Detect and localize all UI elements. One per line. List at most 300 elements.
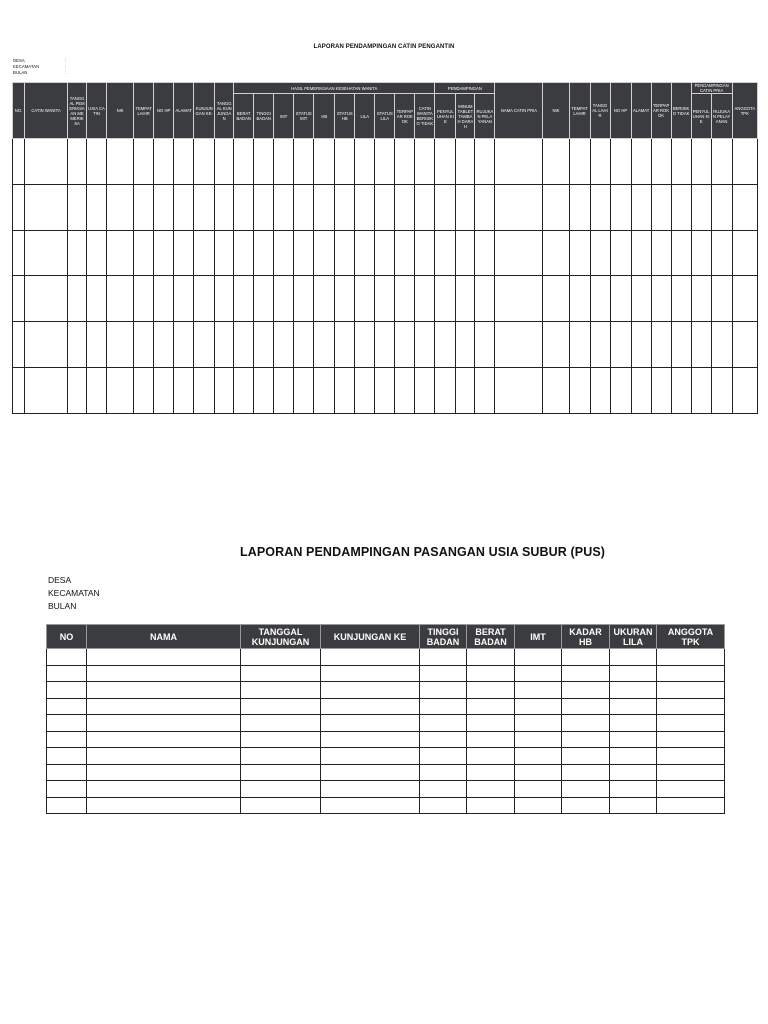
table-row bbox=[47, 748, 725, 765]
empty-cell bbox=[631, 367, 651, 413]
empty-cell bbox=[610, 230, 631, 276]
empty-cell bbox=[562, 748, 610, 765]
empty-cell bbox=[294, 322, 314, 368]
empty-cell bbox=[415, 184, 435, 230]
empty-cell bbox=[495, 139, 543, 185]
empty-cell bbox=[314, 322, 335, 368]
empty-cell bbox=[515, 682, 562, 699]
empty-cell bbox=[631, 184, 651, 230]
empty-cell bbox=[47, 764, 87, 781]
empty-cell bbox=[335, 230, 355, 276]
empty-cell bbox=[321, 649, 420, 666]
empty-cell bbox=[610, 797, 657, 814]
empty-cell bbox=[495, 184, 543, 230]
empty-cell bbox=[691, 184, 711, 230]
empty-cell bbox=[610, 748, 657, 765]
empty-cell bbox=[610, 276, 631, 322]
empty-cell bbox=[375, 139, 395, 185]
empty-cell bbox=[254, 184, 274, 230]
empty-cell bbox=[495, 230, 543, 276]
empty-cell bbox=[154, 230, 174, 276]
empty-cell bbox=[395, 139, 415, 185]
empty-cell bbox=[657, 698, 725, 715]
empty-cell bbox=[13, 367, 25, 413]
empty-cell bbox=[25, 230, 68, 276]
empty-cell bbox=[107, 139, 134, 185]
empty-cell bbox=[254, 322, 274, 368]
empty-cell bbox=[241, 698, 321, 715]
empty-cell bbox=[420, 682, 467, 699]
empty-cell bbox=[321, 731, 420, 748]
empty-cell bbox=[610, 367, 631, 413]
empty-cell bbox=[335, 184, 355, 230]
empty-cell bbox=[671, 322, 691, 368]
col-rujukan-pelayanan-pria: RUJUKAN PELAYANAN bbox=[711, 94, 732, 139]
empty-cell bbox=[68, 367, 87, 413]
empty-cell bbox=[241, 649, 321, 666]
empty-cell bbox=[671, 367, 691, 413]
empty-cell bbox=[691, 276, 711, 322]
empty-cell bbox=[321, 748, 420, 765]
empty-cell bbox=[475, 322, 495, 368]
empty-cell bbox=[543, 276, 569, 322]
empty-cell bbox=[274, 230, 294, 276]
col-usia-catin: USIA CATIN bbox=[87, 83, 107, 139]
empty-cell bbox=[657, 781, 725, 798]
empty-cell bbox=[375, 276, 395, 322]
empty-cell bbox=[657, 731, 725, 748]
col-berat-badan: BERAT BADAN bbox=[234, 94, 254, 139]
empty-cell bbox=[314, 139, 335, 185]
empty-cell bbox=[415, 367, 435, 413]
col-alamat: ALAMAT bbox=[174, 83, 194, 139]
empty-cell bbox=[241, 764, 321, 781]
table-row bbox=[47, 731, 725, 748]
empty-cell bbox=[395, 276, 415, 322]
empty-cell bbox=[657, 715, 725, 732]
empty-cell bbox=[87, 322, 107, 368]
table-row bbox=[47, 682, 725, 699]
empty-cell bbox=[569, 276, 590, 322]
empty-cell bbox=[435, 367, 456, 413]
empty-cell bbox=[651, 184, 671, 230]
empty-cell bbox=[562, 797, 610, 814]
empty-cell bbox=[87, 764, 241, 781]
empty-cell bbox=[420, 715, 467, 732]
empty-cell bbox=[691, 139, 711, 185]
empty-cell bbox=[254, 367, 274, 413]
empty-cell bbox=[671, 139, 691, 185]
empty-cell bbox=[515, 748, 562, 765]
report1-meta bbox=[13, 58, 66, 76]
empty-cell bbox=[420, 698, 467, 715]
empty-cell bbox=[495, 367, 543, 413]
empty-cell bbox=[25, 139, 68, 185]
empty-cell bbox=[87, 682, 241, 699]
empty-cell bbox=[254, 139, 274, 185]
empty-cell bbox=[314, 276, 335, 322]
empty-cell bbox=[543, 230, 569, 276]
col-anggota-tpk: ANGGOTA TPK bbox=[732, 83, 757, 139]
empty-cell bbox=[657, 665, 725, 682]
pus-col-anggota-tpk: ANGGOTA TPK bbox=[657, 625, 725, 649]
empty-cell bbox=[732, 230, 757, 276]
empty-cell bbox=[590, 139, 610, 185]
empty-cell bbox=[475, 184, 495, 230]
empty-cell bbox=[711, 230, 732, 276]
empty-cell bbox=[215, 322, 234, 368]
empty-cell bbox=[456, 276, 475, 322]
col-tanggal-pemeriksaan: TANGGAL PEMERIKSAAN MEMERIKSA bbox=[68, 83, 87, 139]
group-hasil-pemeriksaan: HASIL PEMERIKSAAN KESEHATAN WANITA bbox=[234, 83, 435, 94]
empty-cell bbox=[194, 367, 215, 413]
meta-separator: : bbox=[65, 58, 67, 63]
empty-cell bbox=[87, 698, 241, 715]
col-tanggal-lahir-pria: TANGGAL LAHIR bbox=[590, 83, 610, 139]
pus-col-ukuran-lila: UKURAN LILA bbox=[610, 625, 657, 649]
empty-cell bbox=[25, 322, 68, 368]
col-minum-tablet: MINUM TABLET TAMBAH DARAH bbox=[456, 94, 475, 139]
empty-cell bbox=[194, 322, 215, 368]
pus-col-imt: IMT bbox=[515, 625, 562, 649]
table-row bbox=[13, 276, 758, 322]
empty-cell bbox=[651, 139, 671, 185]
empty-cell bbox=[415, 230, 435, 276]
empty-cell bbox=[475, 276, 495, 322]
empty-cell bbox=[711, 139, 732, 185]
table-row bbox=[13, 230, 758, 276]
col-no-hp: NO HP bbox=[154, 83, 174, 139]
empty-cell bbox=[543, 322, 569, 368]
empty-cell bbox=[515, 764, 562, 781]
empty-cell bbox=[314, 367, 335, 413]
empty-cell bbox=[590, 184, 610, 230]
empty-cell bbox=[47, 682, 87, 699]
pus-col-kunjungan-ke: KUNJUNGAN KE bbox=[321, 625, 420, 649]
meta-separator: : bbox=[65, 64, 67, 69]
table-row bbox=[13, 367, 758, 413]
empty-cell bbox=[671, 184, 691, 230]
empty-cell bbox=[631, 276, 651, 322]
empty-cell bbox=[467, 781, 515, 798]
empty-cell bbox=[154, 322, 174, 368]
empty-cell bbox=[732, 367, 757, 413]
empty-cell bbox=[590, 322, 610, 368]
empty-cell bbox=[174, 230, 194, 276]
empty-cell bbox=[435, 230, 456, 276]
empty-cell bbox=[456, 367, 475, 413]
empty-cell bbox=[562, 715, 610, 732]
empty-cell bbox=[154, 184, 174, 230]
empty-cell bbox=[711, 276, 732, 322]
empty-cell bbox=[134, 230, 154, 276]
empty-cell bbox=[87, 139, 107, 185]
empty-cell bbox=[335, 139, 355, 185]
empty-cell bbox=[515, 731, 562, 748]
empty-cell bbox=[254, 276, 274, 322]
empty-cell bbox=[13, 139, 25, 185]
col-alamat-pria: ALAMAT bbox=[631, 83, 651, 139]
empty-cell bbox=[435, 184, 456, 230]
meta-kecamatan-label: KECAMATAN bbox=[13, 64, 40, 69]
empty-cell bbox=[732, 322, 757, 368]
empty-cell bbox=[569, 230, 590, 276]
empty-cell bbox=[515, 781, 562, 798]
empty-cell bbox=[515, 665, 562, 682]
empty-cell bbox=[562, 665, 610, 682]
empty-cell bbox=[274, 276, 294, 322]
empty-cell bbox=[569, 139, 590, 185]
meta-desa-label: DESA bbox=[13, 58, 25, 63]
empty-cell bbox=[215, 367, 234, 413]
empty-cell bbox=[691, 322, 711, 368]
empty-cell bbox=[314, 230, 335, 276]
empty-cell bbox=[68, 322, 87, 368]
empty-cell bbox=[294, 230, 314, 276]
empty-cell bbox=[87, 367, 107, 413]
empty-cell bbox=[562, 731, 610, 748]
empty-cell bbox=[495, 276, 543, 322]
table-row bbox=[47, 715, 725, 732]
empty-cell bbox=[415, 276, 435, 322]
empty-cell bbox=[134, 322, 154, 368]
empty-cell bbox=[321, 797, 420, 814]
col-rujukan-pelayanan: RUJUKAN PELAYANAN bbox=[475, 94, 495, 139]
empty-cell bbox=[87, 230, 107, 276]
empty-cell bbox=[241, 682, 321, 699]
empty-cell bbox=[569, 367, 590, 413]
empty-cell bbox=[355, 139, 375, 185]
empty-cell bbox=[13, 184, 25, 230]
table-row bbox=[47, 649, 725, 666]
empty-cell bbox=[234, 230, 254, 276]
col-tempat-lahir: TEMPAT LAHIR bbox=[134, 83, 154, 139]
empty-cell bbox=[467, 698, 515, 715]
empty-cell bbox=[711, 322, 732, 368]
empty-cell bbox=[671, 276, 691, 322]
empty-cell bbox=[420, 764, 467, 781]
empty-cell bbox=[294, 139, 314, 185]
empty-cell bbox=[657, 797, 725, 814]
empty-cell bbox=[47, 748, 87, 765]
empty-cell bbox=[467, 731, 515, 748]
empty-cell bbox=[25, 276, 68, 322]
report2-meta bbox=[48, 574, 100, 613]
empty-cell bbox=[515, 715, 562, 732]
empty-cell bbox=[174, 276, 194, 322]
empty-cell bbox=[543, 184, 569, 230]
empty-cell bbox=[25, 367, 68, 413]
col-lila: LILA bbox=[355, 94, 375, 139]
empty-cell bbox=[215, 184, 234, 230]
empty-cell bbox=[215, 230, 234, 276]
empty-cell bbox=[711, 184, 732, 230]
empty-cell bbox=[543, 139, 569, 185]
empty-cell bbox=[47, 665, 87, 682]
table-row bbox=[13, 322, 758, 368]
empty-cell bbox=[590, 367, 610, 413]
empty-cell bbox=[395, 184, 415, 230]
catin-report-table bbox=[12, 82, 758, 414]
meta-desa-label: DESA bbox=[48, 575, 72, 585]
empty-cell bbox=[321, 665, 420, 682]
empty-cell bbox=[610, 781, 657, 798]
empty-cell bbox=[543, 367, 569, 413]
col-catin-berisiko: CATIN WANITA BERISIKO TIDAK bbox=[415, 94, 435, 139]
pus-col-no: NO bbox=[47, 625, 87, 649]
empty-cell bbox=[321, 715, 420, 732]
empty-cell bbox=[456, 184, 475, 230]
empty-cell bbox=[475, 139, 495, 185]
empty-cell bbox=[254, 230, 274, 276]
empty-cell bbox=[274, 322, 294, 368]
empty-cell bbox=[241, 797, 321, 814]
group-pendampingan: PENDAMPINGAN bbox=[435, 83, 495, 94]
empty-cell bbox=[631, 139, 651, 185]
pus-col-tinggi-badan: TINGGI BADAN bbox=[420, 625, 467, 649]
empty-cell bbox=[87, 649, 241, 666]
empty-cell bbox=[314, 184, 335, 230]
empty-cell bbox=[274, 184, 294, 230]
empty-cell bbox=[241, 665, 321, 682]
empty-cell bbox=[355, 276, 375, 322]
pus-col-berat-badan: BERAT BADAN bbox=[467, 625, 515, 649]
empty-cell bbox=[562, 781, 610, 798]
pus-col-tanggal-kunjungan: TANGGAL KUNJUNGAN bbox=[241, 625, 321, 649]
col-hb: HB bbox=[314, 94, 335, 139]
meta-bulan-label: BULAN bbox=[13, 70, 28, 75]
empty-cell bbox=[657, 748, 725, 765]
empty-cell bbox=[569, 322, 590, 368]
meta-separator: : bbox=[65, 70, 67, 75]
empty-cell bbox=[241, 781, 321, 798]
empty-cell bbox=[241, 731, 321, 748]
empty-cell bbox=[495, 322, 543, 368]
empty-cell bbox=[335, 322, 355, 368]
table-row bbox=[47, 781, 725, 798]
empty-cell bbox=[68, 276, 87, 322]
empty-cell bbox=[134, 367, 154, 413]
empty-cell bbox=[515, 797, 562, 814]
empty-cell bbox=[657, 649, 725, 666]
empty-cell bbox=[87, 276, 107, 322]
empty-cell bbox=[355, 367, 375, 413]
meta-kecamatan-label: KECAMATAN bbox=[48, 588, 100, 598]
empty-cell bbox=[435, 322, 456, 368]
empty-cell bbox=[651, 276, 671, 322]
empty-cell bbox=[395, 367, 415, 413]
col-status-imt: STATUS IMT bbox=[294, 94, 314, 139]
empty-cell bbox=[194, 230, 215, 276]
col-imt: IMT bbox=[274, 94, 294, 139]
empty-cell bbox=[321, 764, 420, 781]
col-nik-pria: NIK bbox=[543, 83, 569, 139]
empty-cell bbox=[47, 698, 87, 715]
report1-title: LAPORAN PENDAMPINGAN CATIN PENGANTIN bbox=[313, 44, 455, 50]
empty-cell bbox=[234, 367, 254, 413]
empty-cell bbox=[395, 322, 415, 368]
col-status-hb: STATUS HB bbox=[335, 94, 355, 139]
empty-cell bbox=[194, 276, 215, 322]
empty-cell bbox=[415, 322, 435, 368]
table-row bbox=[47, 665, 725, 682]
empty-cell bbox=[732, 184, 757, 230]
empty-cell bbox=[134, 139, 154, 185]
empty-cell bbox=[651, 230, 671, 276]
empty-cell bbox=[631, 230, 651, 276]
empty-cell bbox=[87, 731, 241, 748]
empty-cell bbox=[467, 665, 515, 682]
empty-cell bbox=[420, 665, 467, 682]
col-kunjungan-ke: KUNJUNGAN KE- bbox=[194, 83, 215, 139]
empty-cell bbox=[467, 649, 515, 666]
empty-cell bbox=[294, 367, 314, 413]
empty-cell bbox=[420, 649, 467, 666]
empty-cell bbox=[456, 230, 475, 276]
empty-cell bbox=[321, 781, 420, 798]
empty-cell bbox=[375, 367, 395, 413]
empty-cell bbox=[375, 184, 395, 230]
empty-cell bbox=[174, 367, 194, 413]
empty-cell bbox=[154, 367, 174, 413]
col-no: NO. bbox=[13, 83, 25, 139]
empty-cell bbox=[610, 649, 657, 666]
empty-cell bbox=[610, 698, 657, 715]
empty-cell bbox=[107, 184, 134, 230]
empty-cell bbox=[68, 230, 87, 276]
pus-col-nama: NAMA bbox=[87, 625, 241, 649]
group-pendampingan-pria: PENDAMPINGAN CATIN PRIA bbox=[691, 83, 732, 94]
col-tinggi-badan: TINGGI BADAN bbox=[254, 94, 274, 139]
empty-cell bbox=[562, 682, 610, 699]
col-terpapar-rokok-pria: TERPAPAR ROKOK bbox=[651, 83, 671, 139]
empty-cell bbox=[174, 322, 194, 368]
empty-cell bbox=[335, 276, 355, 322]
empty-cell bbox=[321, 682, 420, 699]
empty-cell bbox=[47, 649, 87, 666]
empty-cell bbox=[154, 139, 174, 185]
empty-cell bbox=[732, 139, 757, 185]
empty-cell bbox=[134, 184, 154, 230]
empty-cell bbox=[435, 276, 456, 322]
report2-title: LAPORAN PENDAMPINGAN PASANGAN USIA SUBUR (PUS) bbox=[239, 545, 606, 559]
col-catin-wanita: CATIN WANITA bbox=[25, 83, 68, 139]
col-status-lila: STATUS LILA bbox=[375, 94, 395, 139]
empty-cell bbox=[87, 715, 241, 732]
empty-cell bbox=[274, 367, 294, 413]
empty-cell bbox=[467, 748, 515, 765]
empty-cell bbox=[631, 322, 651, 368]
empty-cell bbox=[420, 797, 467, 814]
empty-cell bbox=[107, 276, 134, 322]
empty-cell bbox=[610, 139, 631, 185]
empty-cell bbox=[395, 230, 415, 276]
empty-cell bbox=[87, 797, 241, 814]
empty-cell bbox=[47, 715, 87, 732]
col-penyuluhan-kie: PENYULUHAN KIE bbox=[435, 94, 456, 139]
empty-cell bbox=[610, 665, 657, 682]
col-berisiko: BERISIKO TIDAK bbox=[671, 83, 691, 139]
empty-cell bbox=[274, 139, 294, 185]
empty-cell bbox=[234, 184, 254, 230]
empty-cell bbox=[47, 797, 87, 814]
col-no-hp-pria: NO HP bbox=[610, 83, 631, 139]
empty-cell bbox=[467, 715, 515, 732]
empty-cell bbox=[47, 731, 87, 748]
empty-cell bbox=[610, 322, 631, 368]
empty-cell bbox=[467, 764, 515, 781]
empty-cell bbox=[610, 682, 657, 699]
